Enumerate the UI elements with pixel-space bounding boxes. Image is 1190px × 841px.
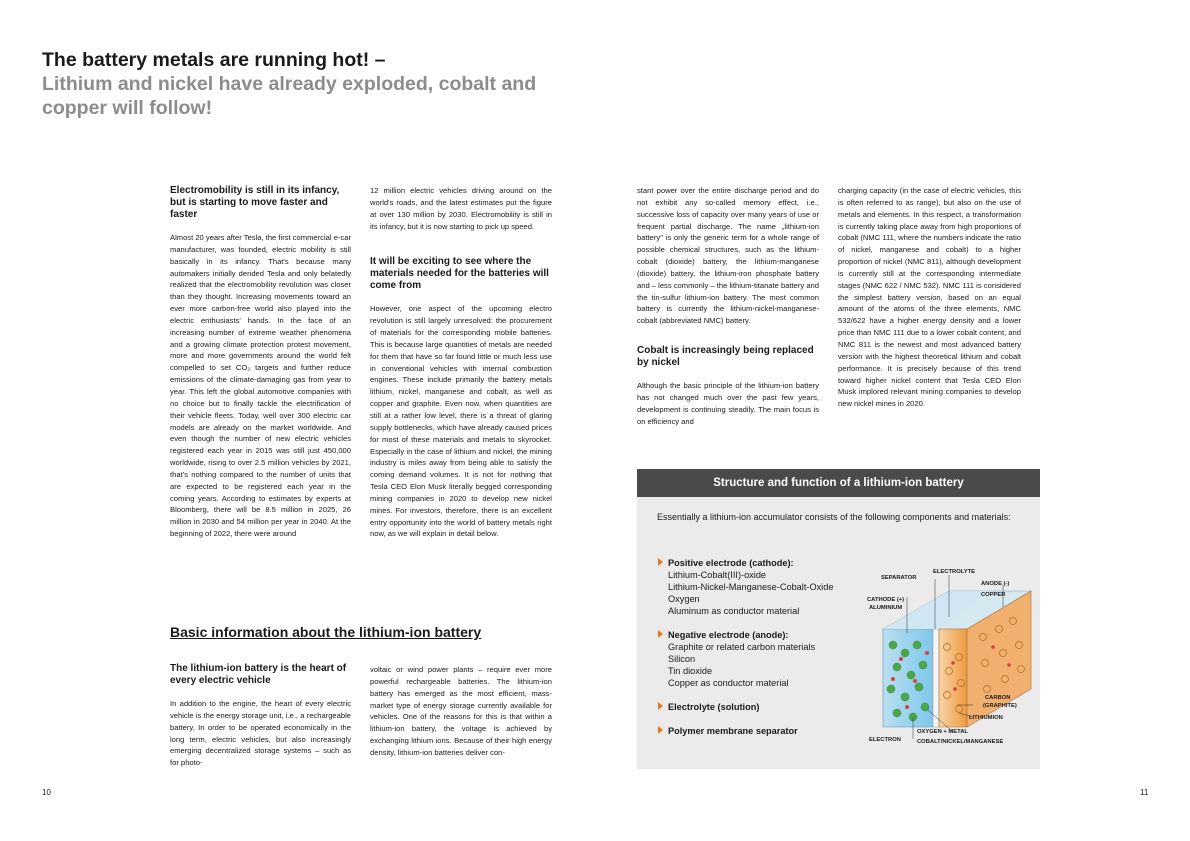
label-lithiumion: LITHIUMION [969,715,1003,721]
label-cobalt-nickel-manganese: COBALT/NICKEL/MANGANESE [917,739,1004,745]
paragraph-materials: However, one aspect of the upcoming electro revolution is still largely unresolved: the procurement of materials for the corresponding mobile batteries. This is because large quantities of metals are needed for them that have so far found little or much less use in conventional vehicles with internal combustion engines. These include primarily the battery metals lithium, nickel, manganese and cobalt, as well as copper and graphite. Even now, when quantities are still at a rather low level, there is a threat of glaring supply bottlenecks, which have already caused prices for most of these materials and metals to skyrocket. Especially in the case of lithium and nickel, the mining industry is miles away from being able to satisfy the coming demand volumes. It is not for nothing that Tesla CEO Elon Musk literally begged corresponding mining companies in 2020 to develop new nickel mines. For investors, therefore, there is an excellent entry opportunity into the world of battery metals right now, as we will explain in detail below. [370,304,552,539]
component-item: Lithium-Nickel-Manganese-Cobalt-Oxide [668,582,834,593]
column-1-bottom [170,663,351,769]
component-item: Aluminum as conductor material [668,606,800,617]
title-line-2: Lithium and nickel have already exploded, cobalt and [42,73,537,95]
label-anode: ANODE (-) [981,581,1010,587]
paragraph-battery-types: stant power over the entire discharge period and do not exhibit any so-called memory effect, i.e., successive loss of capacity over many years of use or frequent partial discharge. The name „lithium-ion battery" is only the generic term for a whole range of possible chemical structures, such as the lithium-cobalt (dioxide) battery, the lithium-manganese (dioxide) battery, the lithium-iron phosphate battery and – less commonly – the lithium-titanate battery and the tin-sulfur lithium-ion battery. The most common battery is currently the lithium-nickel-manganese-cobalt (abbreviated NMC) battery. [637,186,819,326]
bullet-arrow-icon [658,630,663,638]
heading-electromobility: Electromobility is still in its infancy, but is starting to move faster and faster [170,185,340,220]
label-electron: ELECTRON [869,737,901,743]
box-intro: Essentially a lithium-ion accumulator consists of the following components and materials: [657,512,1011,522]
component-separator [668,725,798,737]
label-electrolyte: ELECTROLYTE [933,569,975,575]
section-heading: Basic information about the lithium-ion battery [170,624,482,640]
paragraph-heart-of-ev: In addition to the engine, the heart of every electric vehicle is the energy storage unit, i.e., a rechargeable battery. In order to be operated economically in the long term, electric vehicles, but also increasingly emerging decentralized storage systems – such as for photo- [170,699,351,768]
battery-info-box [637,469,1040,769]
heading-heart-of-ev: The lithium-ion battery is the heart of every electric vehicle [170,663,347,686]
paragraph-nmc: charging capacity (in the case of electric vehicles, this is often referred to as range), but also on the use of metals and elements. In this respect, a transformation is currently taking place away from high proportions of cobalt (NMC 111, where the numbers indicate the ratio of nickel, manganese and cobalt) to a higher proportion of nickel (NMC 811), although development is currently still at the corresponding intermediate stages (NMC 622 / NMC 532). NMC 111 is considered the simplest battery version, based on an equal amount of the atoms of the three elements, NMC 532/622 have a higher energy density and a lower price than NMC 111 due to a lower cobalt content, and NMC 811 is the newest and most advanced battery version with the highest theoretical lithium and cobalt performance. It is precisely because of this trend toward higher nickel content that Tesla CEO Elon Musk implored relevant mining companies to develop new nickel mines in 2020. [838,186,1021,409]
battery-cell-illustration [863,567,1037,752]
column-2 [370,185,552,540]
column-1 [170,185,351,540]
label-carbon: CARBON [985,695,1011,701]
paragraph-electromobility: Almost 20 years after Tesla, the first commercial e-car manufacturer, was founded, electric mobility is still basically in its infancy. That's because many automakers initially derided Tesla and only belatedly realized that the electromobility revolution was closer than they thought. Increasing movements toward an ever more carbon-free world also played into the electric enthusiasts' hands. In the face of an increasing number of extreme weather phenomena and a growing climate protection protest movement, more and more governments around the world felt compelled to set CO₂ targets and further reduce emissions of the climate-damaging gas from year to year. This left the global automotive companies with no choice but to finally tackle the electrification of their vehicle fleets. Today, well over 300 electric car models are already on the market worldwide. And even though the number of new electric vehicles registered each year in 2015 was still just 450,000 worldwide, rising to over 2.5 million vehicles by 2021, that's nothing compared to the number of units that are expected to be registered each year in the coming years. According to estimates by experts at Bloomberg, there will be 8.5 million in 2025, 26 million in 2030 and 54 million per year in 2040. At the beginning of 2022, there were around [170,233,351,539]
page-number-left: 10 [42,788,51,797]
component-name: Polymer membrane separator [668,726,798,736]
label-cathode: CATHODE (+) [867,597,905,603]
battery-diagram [863,567,1037,752]
page-title [42,48,602,120]
heading-cobalt-nickel: Cobalt is increasingly being replaced by nickel [637,345,814,369]
label-oxygen-metal: OXYGEN + METAL [917,729,968,735]
component-item: Tin dioxide [668,666,713,677]
component-item: Oxygen [668,594,700,605]
component-name: Positive electrode (cathode): [668,558,794,568]
component-item: Silicon [668,654,696,665]
component-cathode [668,557,833,617]
component-item: Copper as conductor material [668,678,789,689]
label-graphite: (GRAPHITE) [983,703,1017,709]
component-anode [668,629,815,689]
bullet-arrow-icon [658,726,663,734]
paragraph-cobalt-nickel: Although the basic principle of the lithium-ion battery has not changed much over the past few years, development is continuing steadily. The main focus is on efficiency and [637,381,819,426]
column-2-bottom [370,664,552,759]
component-item: Graphite or related carbon materials [668,642,816,653]
label-aluminium: ALUMINIUM [869,605,903,611]
component-electrolyte [668,701,759,713]
title-line-3: copper will follow! [42,97,213,119]
bullet-arrow-icon [658,702,663,710]
column-3 [637,185,819,428]
component-name: Negative electrode (anode): [668,630,789,640]
title-line-1: The battery metals are running hot! – [42,49,386,71]
column-4 [838,185,1021,410]
component-name: Electrolyte (solution) [668,702,760,712]
component-item: Lithium-Cobalt(III)-oxide [668,570,767,581]
bullet-arrow-icon [658,558,663,566]
paragraph-heart-of-ev-cont: voltaic or wind power plants – require ever more powerful rechargeable batteries. The lithium-ion battery has emerged as the most efficient, mass-market type of energy storage currently available for vehicles. One of the reasons for this is that within a lithium-ion battery, the voltage is achieved by exchanging lithium ions. Because of their high energy density, lithium-ion batteries deliver con- [370,665,552,757]
heading-materials: It will be exciting to see where the materials needed for the batteries will come from [370,256,549,292]
page-number-right: 11 [1140,788,1149,797]
paragraph-electromobility-cont: 12 million electric vehicles driving around on the world's roads, and the latest estimates put the figure at over 130 million by 2030. Electromobility is still in its infancy, but it is now starting to pick up speed. [370,186,552,231]
label-separator: SEPARATOR [881,575,917,581]
box-title: Structure and function of a lithium-ion battery [637,469,1040,497]
label-copper: COPPER [981,592,1006,598]
